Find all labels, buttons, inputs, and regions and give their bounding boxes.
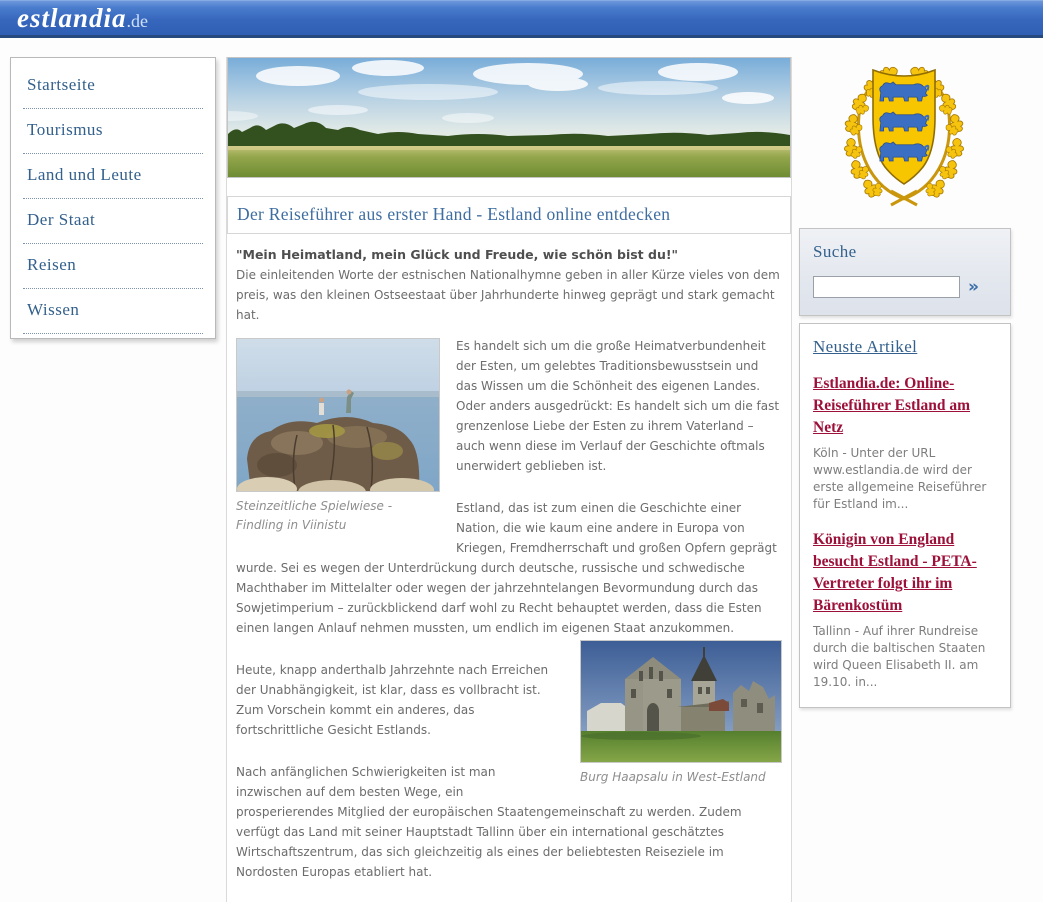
panorama-landscape-image xyxy=(227,57,791,178)
sidebar-item-reisen[interactable]: Reisen xyxy=(23,244,203,289)
sidebar-item-land-und-leute[interactable]: Land und Leute xyxy=(23,154,203,199)
layout xyxy=(0,38,1043,902)
article-teaser-koenigin: Tallinn - Auf ihrer Rundreise durch die baltischen Staaten wird Queen Elisabeth II. am 19.10. in... xyxy=(813,624,986,689)
paragraph-geschichte: Estland, das ist zum einen die Geschichte einer Nation, die wie kaum eine andere in Europa von Kriegen, Fremdherrschaft und großen Opfern geprägt wurde. Sei es wegen der Unterdrückung durch deutsche, russische und schwedische Machthaber im Mittelalter oder wegen der jahrzehntelangen Bevormundung durch das Sowjetimperium – zurückblickend darf wohl zu Recht behauptet werden, dass die Esten einen langen Anlauf nehmen mussten, um endlich im eigenen Staat anzukommen. xyxy=(236,501,777,635)
site-header xyxy=(0,0,1043,38)
paragraph-unabhaengigkeit: Heute, knapp anderthalb Jahrzehnte nach Erreichen der Unabhängigkeit, ist klar, dass es vollbracht ist. Zum Vorschein kommt ein anderes, das fortschrittliche Gesicht Estlands. xyxy=(236,663,549,737)
article-link-estlandia[interactable]: Estlandia.de: Online-Reiseführer Estland am Netz xyxy=(813,375,971,436)
haapsalu-castle-image xyxy=(580,640,782,763)
latest-articles-title: Neuste Artikel xyxy=(813,337,918,356)
site-logo-text: estlandia xyxy=(17,2,127,33)
rock-image-block xyxy=(236,338,440,535)
article-teaser-estlandia: Köln - Unter der URL www.estlandia.de wird der erste allgemeine Reiseführer für Estland im... xyxy=(813,446,987,511)
search-box xyxy=(799,228,1011,316)
paragraph-staatengemeinschaft: Nach anfänglichen Schwierigkeiten ist man inzwischen auf dem besten Wege, ein prosperierendes Mitglied der europäischen Staatengemeinschaft zu werden. Zudem verfügt das Land mit seiner Hauptstadt Tallinn über ein international geschätztes Wirtschaftszentrum, das sich gleichzeitig als eines der beliebtesten Reiseziele im Nordosten Europas etabliert hat. xyxy=(236,765,742,879)
rock-image-caption: Steinzeitliche Spielwiese - Findling in Viinistu xyxy=(236,499,393,532)
castle-image-caption: Burg Haapsalu in West-Estland xyxy=(580,770,766,784)
sidebar-item-startseite[interactable]: Startseite xyxy=(23,64,203,109)
paragraph-heimatverbundenheit: Es handelt sich um die große Heimatverbundenheit der Esten, um gelebtes Traditionsbewusstsein und das Wissen um die Schönheit des eigenen Landes. Oder anders ausgedrückt: Es handelt sich um die fast grenzenlose Liebe der Esten zu ihrem Vaterland – auch wenn diese im Verlauf der Geschichte oftmals unerwidert geblieben ist. xyxy=(456,339,780,473)
main-nav xyxy=(10,57,216,339)
double-chevron-right-icon: » xyxy=(968,276,979,297)
intro-paragraph xyxy=(236,245,782,325)
article-body xyxy=(227,245,791,882)
sidebar-item-wissen[interactable]: Wissen xyxy=(23,289,203,334)
site-logo[interactable] xyxy=(17,2,149,33)
page-title: Der Reiseführer aus erster Hand - Estland online entdecken xyxy=(227,196,791,234)
sidebar-item-der-staat[interactable]: Der Staat xyxy=(23,199,203,244)
latest-articles-box xyxy=(799,323,1011,708)
article-link-koenigin[interactable]: Königin von England besucht Estland - PETA-Vertreter folgt ihr im Bärenkostüm xyxy=(813,531,977,614)
main-content xyxy=(226,57,792,902)
search-submit-button[interactable] xyxy=(968,276,979,297)
site-logo-tld: .de xyxy=(126,10,149,31)
intro-text: Die einleitenden Worte der estnischen Nationalhymne geben in aller Kürze vieles von dem preis, was den kleinen Ostseestaat über Jahrhunderte hinweg geprägt und stark gemacht hat. xyxy=(236,268,780,322)
estonia-coat-of-arms xyxy=(799,57,1011,207)
search-input[interactable] xyxy=(813,276,960,298)
castle-image-block xyxy=(580,640,782,787)
sidebar-item-tourismus[interactable]: Tourismus xyxy=(23,109,203,154)
viinistu-rock-image xyxy=(236,338,440,492)
right-column xyxy=(799,57,1011,715)
search-title: Suche xyxy=(813,242,857,261)
anthem-quote: "Mein Heimatland, mein Glück und Freude, wie schön bist du!" xyxy=(236,247,679,262)
